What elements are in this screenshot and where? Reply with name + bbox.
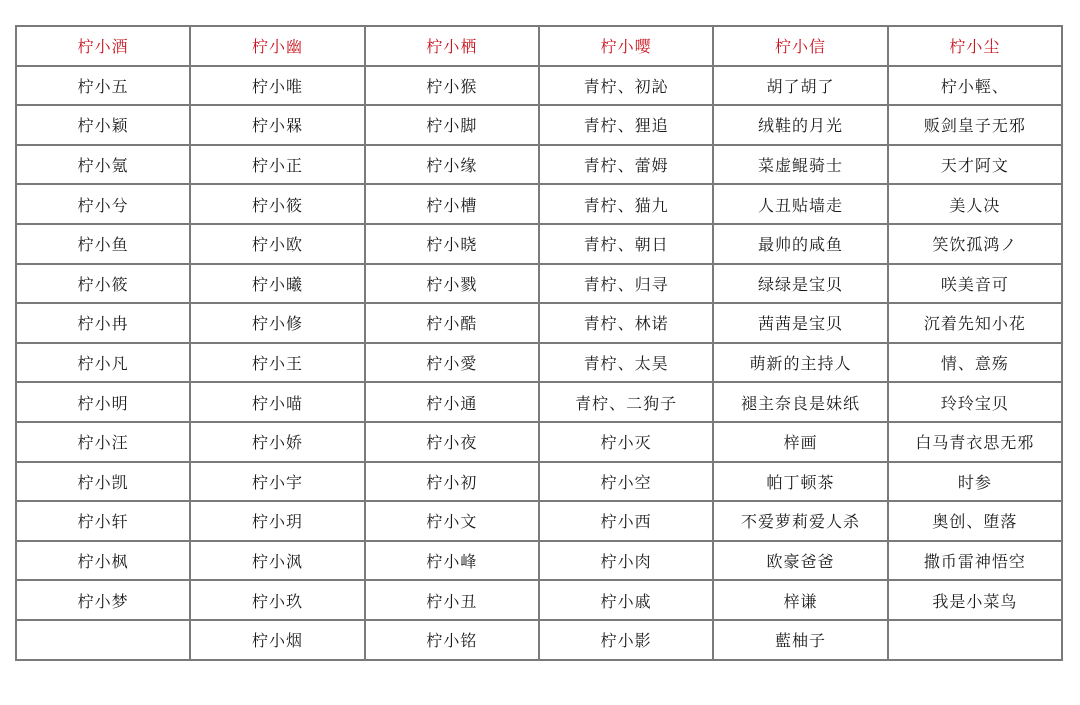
table-cell: 玲玲宝贝 (888, 382, 1062, 422)
table-cell: 柠小影 (539, 620, 713, 660)
table-cell: 柠小西 (539, 501, 713, 541)
table-cell: 柠小肉 (539, 541, 713, 581)
table-cell: 沉着先知小花 (888, 303, 1062, 343)
table-cell: 青柠、归寻 (539, 264, 713, 304)
table-cell: 柠小玖 (190, 580, 364, 620)
table-cell: 柠小酷 (365, 303, 539, 343)
table-cell: 柠小明 (16, 382, 190, 422)
table-row (16, 303, 1062, 343)
table-cell: 柠小愛 (365, 343, 539, 383)
table-cell: 胡了胡了 (713, 66, 887, 106)
table-cell: 柠小枫 (16, 541, 190, 581)
table-cell: 最帅的咸鱼 (713, 224, 887, 264)
column-header: 柠小尘 (888, 26, 1062, 66)
table-row (16, 541, 1062, 581)
table-cell: 柠小戚 (539, 580, 713, 620)
table-cell: 柠小汪 (16, 422, 190, 462)
table-cell: 青柠、初訫 (539, 66, 713, 106)
table-cell: 柠小唯 (190, 66, 364, 106)
table-cell: 白马青衣思无邪 (888, 422, 1062, 462)
table-cell: 柠小喵 (190, 382, 364, 422)
table-cell: 柠小槽 (365, 184, 539, 224)
table-cell: 藍柚子 (713, 620, 887, 660)
table-row (16, 501, 1062, 541)
table-row (16, 462, 1062, 502)
table-row (16, 264, 1062, 304)
table-cell: 柠小戮 (365, 264, 539, 304)
table-cell: 柠小輕、 (888, 66, 1062, 106)
table-cell: 柠小五 (16, 66, 190, 106)
table-cell: 贩剑皇子无邪 (888, 105, 1062, 145)
table-cell: 柠小铭 (365, 620, 539, 660)
table-cell: 柠小凡 (16, 343, 190, 383)
table-cell: 绒鞋的月光 (713, 105, 887, 145)
table-cell: 柠小文 (365, 501, 539, 541)
table-row (16, 145, 1062, 185)
table-cell: 柠小峰 (365, 541, 539, 581)
table-cell: 柠小槑 (190, 105, 364, 145)
table-cell: 撒币雷神悟空 (888, 541, 1062, 581)
column-header: 柠小幽 (190, 26, 364, 66)
table-cell: 青柠、太昊 (539, 343, 713, 383)
table-cell: 欧豪爸爸 (713, 541, 887, 581)
table-cell: 柠小筱 (190, 184, 364, 224)
table-cell: 柠小筱 (16, 264, 190, 304)
table-cell: 青柠、蕾姆 (539, 145, 713, 185)
table-cell: 茜茜是宝贝 (713, 303, 887, 343)
table-cell: 柠小凯 (16, 462, 190, 502)
table-cell: 不爱萝莉爱人杀 (713, 501, 887, 541)
table-cell: 梓谦 (713, 580, 887, 620)
table-cell: 柠小烟 (190, 620, 364, 660)
table-cell: 梓画 (713, 422, 887, 462)
table-row (16, 224, 1062, 264)
table-cell: 褪主奈良是妹纸 (713, 382, 887, 422)
table-row (16, 343, 1062, 383)
table-cell: 柠小玥 (190, 501, 364, 541)
table-cell: 柠小宇 (190, 462, 364, 502)
table-body (16, 66, 1062, 660)
table-cell: 柠小欧 (190, 224, 364, 264)
table-cell: 青柠、猫九 (539, 184, 713, 224)
table-cell: 我是小菜鸟 (888, 580, 1062, 620)
table-cell: 人丑贴墙走 (713, 184, 887, 224)
table-header (16, 26, 1062, 66)
table-cell: 咲美音可 (888, 264, 1062, 304)
table-cell: 柠小正 (190, 145, 364, 185)
table-cell: 美人决 (888, 184, 1062, 224)
table-cell: 柠小初 (365, 462, 539, 502)
header-row (16, 26, 1062, 66)
table-cell: 帕丁顿茶 (713, 462, 887, 502)
table-cell: 柠小猴 (365, 66, 539, 106)
table-cell: 柠小曦 (190, 264, 364, 304)
table-cell: 柠小丑 (365, 580, 539, 620)
table-cell: 柠小娇 (190, 422, 364, 462)
table-cell: 柠小脚 (365, 105, 539, 145)
column-header: 柠小嘤 (539, 26, 713, 66)
column-header: 柠小酒 (16, 26, 190, 66)
table-cell: 柠小夜 (365, 422, 539, 462)
table-cell: 奥创、堕落 (888, 501, 1062, 541)
table-cell: 柠小王 (190, 343, 364, 383)
table-cell: 柠小鱼 (16, 224, 190, 264)
table-row (16, 620, 1062, 660)
table-cell: 柠小灭 (539, 422, 713, 462)
table-cell: 绿绿是宝贝 (713, 264, 887, 304)
table-cell: 情、意殇 (888, 343, 1062, 383)
table-cell: 菜虚鲲骑士 (713, 145, 887, 185)
table-row (16, 184, 1062, 224)
table-cell: 青柠、林诺 (539, 303, 713, 343)
table-cell: 柠小修 (190, 303, 364, 343)
table-cell: 柠小沨 (190, 541, 364, 581)
table-cell: 天才阿文 (888, 145, 1062, 185)
table-cell: 柠小轩 (16, 501, 190, 541)
table-cell (16, 620, 190, 660)
table-cell: 柠小梦 (16, 580, 190, 620)
table-row (16, 66, 1062, 106)
table-cell: 萌新的主持人 (713, 343, 887, 383)
table-cell: 柠小兮 (16, 184, 190, 224)
table-cell: 柠小氪 (16, 145, 190, 185)
table-cell: 青柠、朝日 (539, 224, 713, 264)
table-cell: 柠小冉 (16, 303, 190, 343)
table-row (16, 105, 1062, 145)
table-cell (888, 620, 1062, 660)
table-cell: 笑饮孤鸿ノ (888, 224, 1062, 264)
table-cell: 柠小颖 (16, 105, 190, 145)
names-table (15, 25, 1063, 661)
column-header: 柠小信 (713, 26, 887, 66)
column-header: 柠小栖 (365, 26, 539, 66)
table-row (16, 422, 1062, 462)
table-row (16, 382, 1062, 422)
table-cell: 柠小晓 (365, 224, 539, 264)
table-cell: 青柠、狸追 (539, 105, 713, 145)
table-row (16, 580, 1062, 620)
table-cell: 柠小通 (365, 382, 539, 422)
table-cell: 青柠、二狗子 (539, 382, 713, 422)
table-cell: 柠小缘 (365, 145, 539, 185)
table-cell: 柠小空 (539, 462, 713, 502)
table-cell: 时参 (888, 462, 1062, 502)
